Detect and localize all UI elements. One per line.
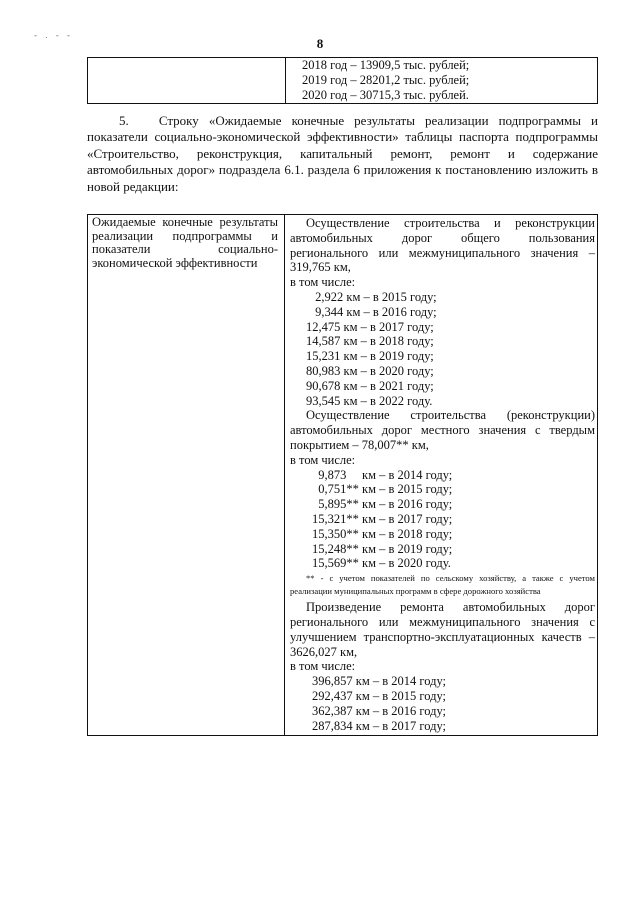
- funding-cell: [286, 58, 598, 104]
- list-item: 12,475 км – в 2017 году;: [306, 319, 434, 334]
- results-cell: [285, 215, 598, 736]
- list-item: 15,231 км – в 2019 году;: [306, 349, 434, 364]
- list-item: 9,344 км – в 2016 году;: [312, 304, 437, 319]
- list-item: 93,545 км – в 2022 году.: [306, 393, 433, 408]
- list-item: 0,751** км – в 2015 году;: [312, 482, 453, 497]
- block1-intro: Осуществление строительства и реконструкции автомобильных дорог общего пользования регионального или межмуниципального значения – 319,765 км,: [290, 216, 595, 275]
- list-item: 396,857 км – в 2014 году;: [312, 674, 447, 689]
- block1-lead: в том числе:: [290, 275, 356, 290]
- empty-cell: [88, 58, 286, 104]
- footnote: ** - с учетом показателей по сельскому хозяйству, а также с учетом реализации муниципальных программ в сфере дорожного хозяйства: [290, 573, 595, 597]
- block2-lead: в том числе:: [290, 452, 356, 467]
- list-item: 14,587 км – в 2018 году;: [306, 334, 434, 349]
- row-title-cell: Ожидаемые конечные результаты реализации подпрограммы и показатели социально-экономической эффективности: [88, 215, 285, 736]
- list-item: 292,437 км – в 2015 году;: [312, 688, 447, 703]
- list-item: 15,248** км – в 2019 году;: [312, 541, 453, 556]
- table-row: [88, 58, 598, 104]
- list-item: 15,321** км – в 2017 году;: [312, 511, 453, 526]
- block3-lead: в том числе:: [290, 659, 356, 674]
- page-number: 8: [316, 36, 324, 51]
- amendment-text: 5. Строку «Ожидаемые конечные результаты реализации подпрограммы и показатели социально-экономической эффективности» таблицы паспорта подпрограммы «Строительство, реконструкция, капитальный ремонт, ремонт и содержание автомобильных дорог» подраздела 6.1. раздела 6 приложения к постановлению изложить в новой редакции:: [87, 113, 598, 194]
- passport-table: [87, 214, 598, 736]
- list-item: 5,895** км – в 2016 году;: [312, 497, 453, 512]
- funding-line-2020: 2020 год – 30715,3 тыс. рублей.: [302, 88, 469, 102]
- list-item: 2,922 км – в 2015 году;: [312, 289, 437, 304]
- block3-intro: Произведение ремонта автомобильных дорог регионального или межмуниципального значения с улучшением транспортно-эксплуатационных качеств – 3626,027 км,: [290, 600, 595, 659]
- list-item: 80,983 км – в 2020 году;: [306, 363, 434, 378]
- table-row: [88, 215, 598, 736]
- list-item: 15,350** км – в 2018 году;: [312, 526, 453, 541]
- scan-artifact: - . - -: [34, 30, 73, 40]
- list-item: 9,873 км – в 2014 году;: [312, 467, 453, 482]
- continuation-table: [87, 57, 598, 104]
- list-item: 15,569** км – в 2020 году.: [312, 556, 451, 571]
- list-item: 362,387 км – в 2016 году;: [312, 703, 447, 718]
- amendment-paragraph: [87, 113, 598, 195]
- list-item: 90,678 км – в 2021 году;: [306, 378, 434, 393]
- funding-line-2019: 2019 год – 28201,2 тыс. рублей;: [302, 73, 470, 87]
- list-item: 287,834 км – в 2017 году;: [312, 718, 447, 733]
- funding-line-2018: 2018 год – 13909,5 тыс. рублей;: [302, 58, 470, 72]
- block2-intro: Осуществление строительства (реконструкции) автомобильных дорог местного значения с твердым покрытием – 78,007** км,: [290, 408, 595, 452]
